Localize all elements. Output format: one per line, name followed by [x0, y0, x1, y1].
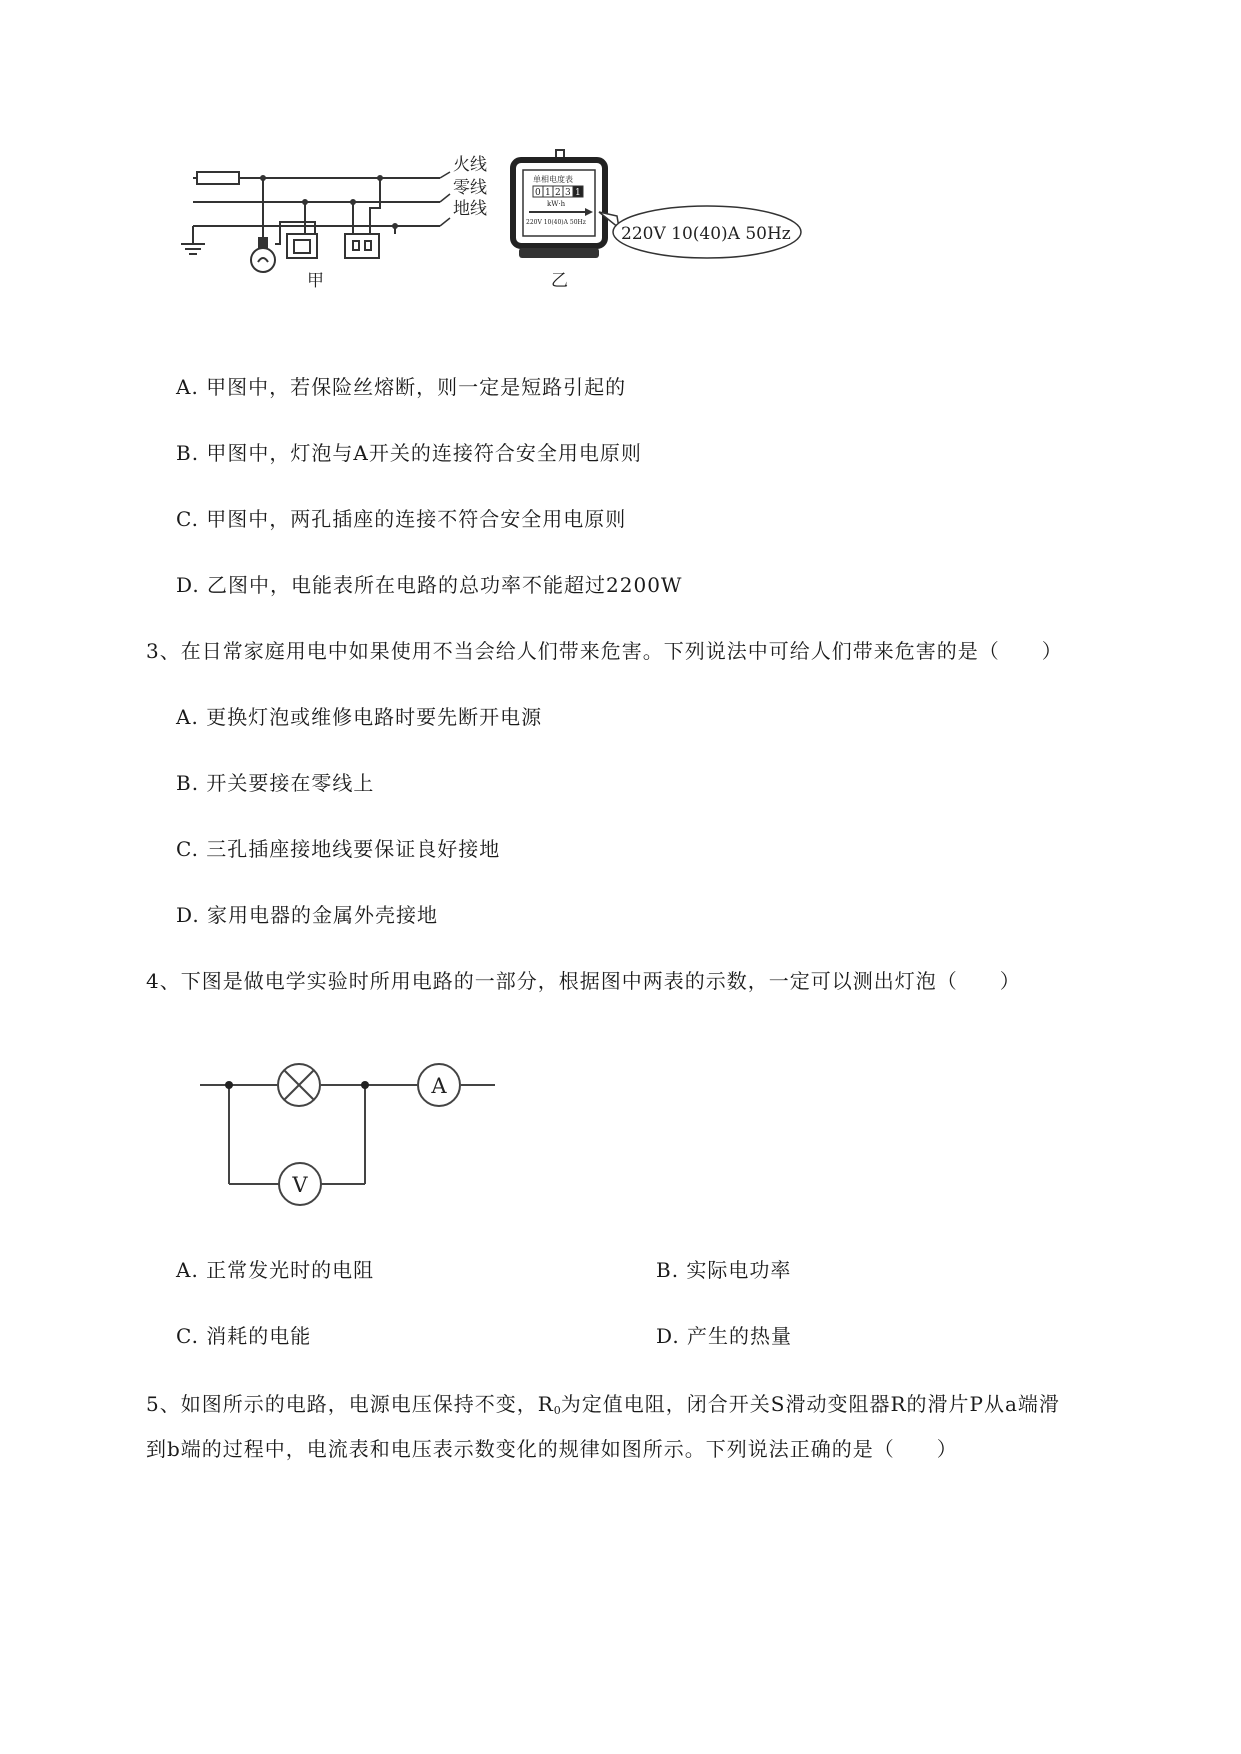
q3-option-d: D. 家用电器的金属外壳接地	[176, 903, 439, 927]
q4-option-d: D. 产生的热量	[656, 1324, 793, 1348]
meter-unit: kW·h	[547, 200, 566, 208]
q5-stem-line1	[146, 1390, 1060, 1425]
label-jia: 甲	[307, 271, 324, 291]
label-neutral: 零线	[453, 178, 487, 198]
ammeter-label: A	[431, 1074, 447, 1098]
label-ground: 地线	[453, 199, 487, 219]
meter-callout: 220V 10(40)A 50Hz	[621, 224, 791, 244]
q5-stem-line2: 到b端的过程中，电流表和电压表示数变化的规律如图所示。下列说法正确的是（ ）	[146, 1437, 958, 1461]
q3-stem: 3、在日常家庭用电中如果使用不当会给人们带来危害。下列说法中可给人们带来危害的是（ ）	[146, 639, 1063, 663]
q2-option-d: D. 乙图中，电能表所在电路的总功率不能超过2200W	[176, 573, 683, 597]
q2-option-c: C. 甲图中，两孔插座的连接不符合安全用电原则	[176, 507, 627, 531]
q3-option-c: C. 三孔插座接地线要保证良好接地	[176, 837, 501, 861]
q4-stem: 4、下图是做电学实验时所用电路的一部分，根据图中两表的示数，一定可以测出灯泡（ ）	[146, 969, 1021, 993]
q5-r0-subscript: 0	[553, 1404, 561, 1417]
household-circuit-figure	[175, 148, 895, 328]
q4-option-c: C. 消耗的电能	[176, 1324, 312, 1348]
meter-digit-5: 1	[575, 188, 581, 198]
q3-option-a: A. 更换灯泡或维修电路时要先断开电源	[176, 705, 543, 729]
voltmeter-label: V	[292, 1173, 308, 1197]
meter-rating-small: 220V 10(40)A 50Hz	[526, 219, 586, 226]
bulb	[251, 248, 275, 272]
meter-digit-2: 1	[545, 188, 551, 198]
meter-title: 单相电度表	[533, 175, 573, 184]
lamp-meter-circuit-figure	[195, 1055, 505, 1220]
two-hole-socket	[345, 234, 379, 258]
fuse	[197, 172, 239, 184]
q2-option-b: B. 甲图中，灯泡与A开关的连接符合安全用电原则	[176, 441, 642, 465]
energy-meter	[513, 150, 801, 291]
label-yi: 乙	[551, 271, 568, 291]
meter-digit-3: 2	[555, 188, 561, 198]
q3-option-b: B. 开关要接在零线上	[176, 771, 375, 795]
q5-line1-pre: 5、如图所示的电路，电源电压保持不变，R	[146, 1392, 554, 1416]
meter-digit-4: 3	[565, 188, 571, 198]
meter-digit-1: 0	[535, 188, 541, 198]
q5-line1-post: 为定值电阻，闭合开关S滑动变阻器R的滑片P从a端滑	[560, 1392, 1060, 1416]
q2-option-a: A. 甲图中，若保险丝熔断，则一定是短路引起的	[176, 375, 627, 399]
lamp-symbol	[278, 1064, 320, 1106]
label-live: 火线	[453, 155, 487, 175]
q4-option-b: B. 实际电功率	[656, 1258, 792, 1282]
q4-option-a: A. 正常发光时的电阻	[176, 1258, 375, 1282]
